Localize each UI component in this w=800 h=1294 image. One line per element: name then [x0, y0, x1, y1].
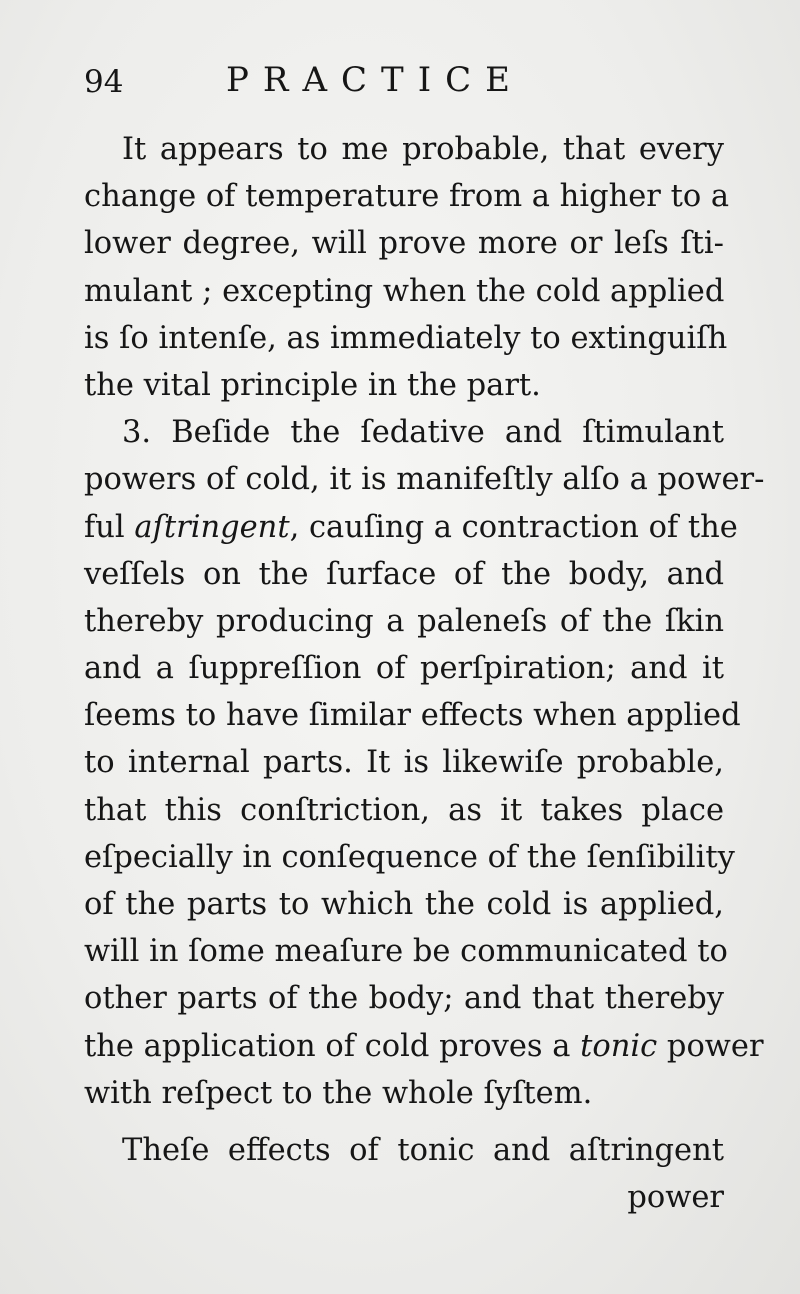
text-line: ſeems to have ſimilar effects when applied — [84, 698, 741, 734]
text-line: with reſpect to the whole ſyſtem. — [84, 1075, 593, 1111]
text-line — [84, 1023, 764, 1070]
text-line: mulant ; excepting when the cold applied — [84, 273, 725, 309]
running-title: PRACTICE — [226, 60, 524, 100]
text-line: thereby producing a paleneſs of the ſkin — [84, 603, 724, 639]
italic-term-tonic: tonic — [580, 1028, 658, 1064]
text-line: to internal parts. It is likewiſe probable, — [84, 745, 724, 781]
text-segment: , cauſing a contraction of the — [289, 509, 738, 545]
text-line: and a ſuppreſſion of perſpiration; and it — [84, 651, 724, 687]
text-line: of the parts to which the cold is applied, — [84, 887, 724, 922]
italic-term-astringent: aſtringent — [134, 509, 290, 545]
text-line: eſpecially in conſequence of the ſenſibility — [84, 839, 735, 875]
text-line: It appears to me probable, that every — [122, 132, 724, 167]
text-line: Theſe effects of tonic and aſtringent — [122, 1132, 724, 1168]
text-line: other parts of the body; and that thereby — [84, 981, 724, 1017]
text-line: is ſo intenſe, as immediately to extinguiſh — [84, 320, 728, 356]
text-segment: the application of cold proves a — [84, 1028, 581, 1064]
text-line: will in ſome meaſure be communicated to — [84, 934, 728, 970]
text-line: the vital principle in the part. — [84, 367, 541, 403]
text-segment: ful — [84, 509, 135, 545]
page-header — [84, 56, 724, 106]
text-segment: power — [657, 1028, 764, 1064]
text-line: change of temperature from a higher to a — [84, 179, 730, 215]
body-text — [84, 126, 765, 1221]
text-line: that this conſtriction, as it takes place — [84, 792, 724, 828]
text-line: lower degree, will prove more or leſs ſti- — [84, 226, 724, 262]
text-line: 3. Beſide the ſedative and ſtimulant — [122, 415, 724, 451]
catchword: power — [627, 1180, 724, 1216]
text-line: powers of cold, it is manifeſtly alſo a power- — [84, 462, 765, 498]
text-line — [84, 504, 738, 551]
text-line: veſſels on the ſurface of the body, and — [84, 556, 724, 592]
page-number: 94 — [84, 64, 124, 100]
